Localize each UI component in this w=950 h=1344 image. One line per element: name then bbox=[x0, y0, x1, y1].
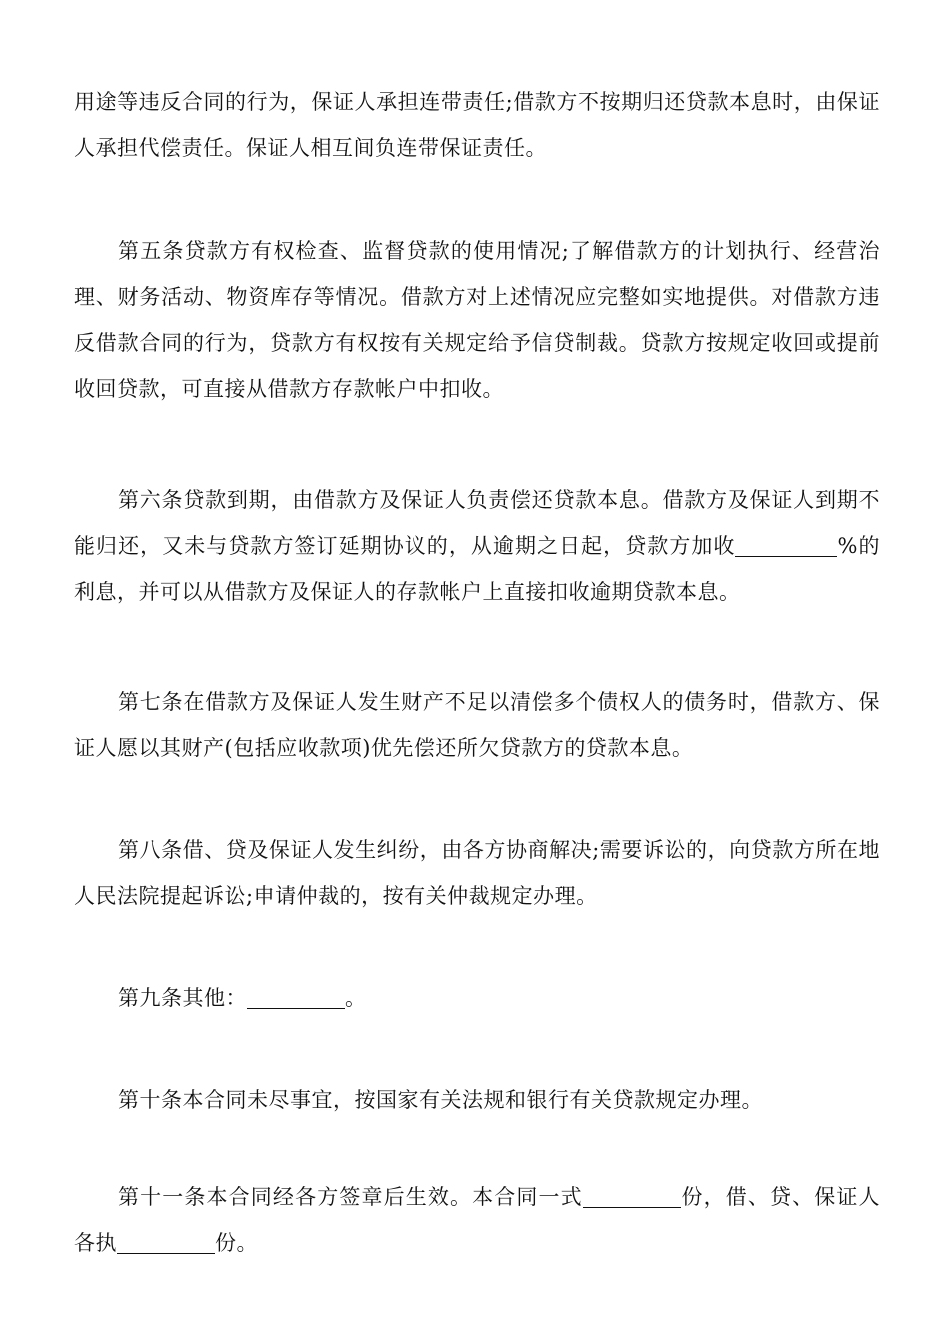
paragraph-article-6 bbox=[74, 477, 880, 615]
paragraph-article-10: 第十条本合同未尽事宜，按国家有关法规和银行有关贷款规定办理。 bbox=[118, 1088, 763, 1112]
article-11-text-middle: 份，借、贷、保证人各执 bbox=[74, 1185, 881, 1255]
paragraph-article-5: 第五条贷款方有权检查、监督贷款的使用情况;了解借款方的计划执行、经营治理、财务活动、物资库存等情况。借款方对上述情况应完整如实地提供。对借款方违反借款合同的行为，贷款方有权按有关规定给予信贷制裁。贷款方按规定收回或提前收回贷款，可直接从借款方存款帐户中扣收。 bbox=[74, 239, 880, 401]
paragraph-article-7: 第七条在借款方及保证人发生财产不足以清偿多个债权人的债务时，借款方、保证人愿以其财产(包括应收款项)优先偿还所欠贷款方的贷款本息。 bbox=[74, 690, 880, 760]
copies-each-blank[interactable] bbox=[117, 1225, 215, 1254]
paragraph-article-8: 第八条借、贷及保证人发生纠纷，由各方协商解决;需要诉讼的，向贷款方所在地人民法院提起诉讼;申请仲裁的，按有关仲裁规定办理。 bbox=[74, 838, 880, 908]
paragraph-article-9 bbox=[74, 975, 880, 1021]
article-9-text-after: 。 bbox=[345, 986, 367, 1010]
interest-rate-blank[interactable] bbox=[735, 528, 837, 557]
paragraph-article-11 bbox=[74, 1174, 880, 1266]
copies-total-blank[interactable] bbox=[583, 1179, 681, 1208]
other-terms-blank[interactable] bbox=[247, 980, 345, 1009]
article-6-text-before: 第六条贷款到期，由借款方及保证人负责偿还贷款本息。借款方及保证人到期不能归还，又未与贷款方签订延期协议的，从逾期之日起，贷款方加收 bbox=[74, 488, 880, 558]
article-11-text-before: 第十一条本合同经各方签章后生效。本合同一式 bbox=[118, 1185, 583, 1209]
paragraph-guarantor-liability: 用途等违反合同的行为，保证人承担连带责任;借款方不按期归还贷款本息时，由保证人承担代偿责任。保证人相互间负连带保证责任。 bbox=[74, 90, 880, 160]
article-6-text-after: %的利息，并可以从借款方及保证人的存款帐户上直接扣收逾期贷款本息。 bbox=[74, 534, 880, 604]
article-9-text-before: 第九条其他： bbox=[118, 986, 247, 1010]
article-11-text-after: 份。 bbox=[215, 1231, 258, 1255]
